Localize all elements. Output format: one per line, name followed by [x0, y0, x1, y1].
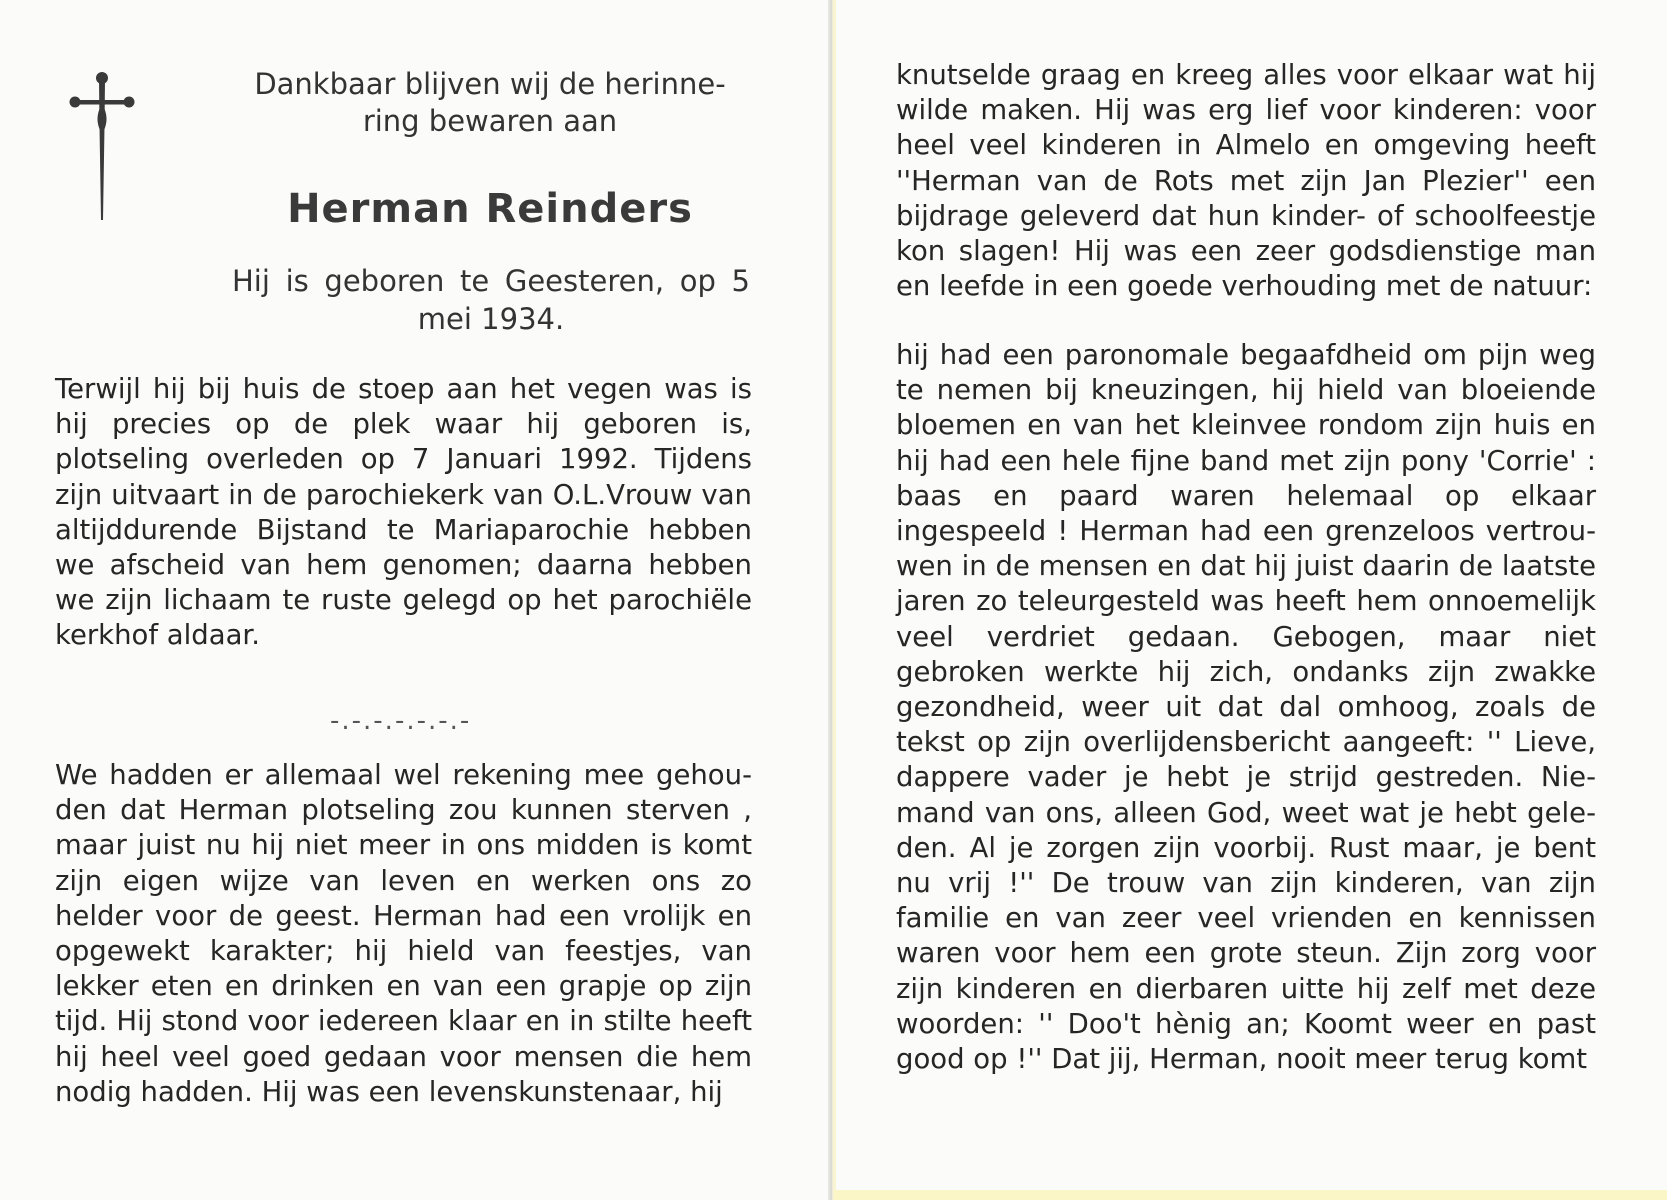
dedication-line-1: Dankbaar blijven wij de herinne- — [254, 67, 726, 101]
character-paragraph — [896, 338, 1596, 1077]
dedication — [230, 66, 750, 140]
deceased-name: Herman Reinders — [287, 186, 693, 232]
death-paragraph-text: Terwijl hij bij huis de stoep aan het vegen was is hij precies op de plek waar hij geboren is, plotseling overleden op 7 Januari 1992. Tijdens zijn uitvaart in de parochiekerk van O.L.Vrouw van altijddurende Bijstand te Mariaparochie hebben we afscheid van hem genomen; daarna hebben we zijn lichaam te ruste gelegd op het parochiële kerkhof aldaar. — [55, 373, 752, 652]
hobbies-paragraph-text: knutselde graag en kreeg alles voor elkaar wat hij wilde maken. Hij was erg lief voor kinderen: voor heel veel kinderen in Almelo en omgeving heeft ''Herman van de Rots met zijn Jan Plezier'' een bijdrage geleverd dat hun kinder- of schoolfeestje kon slagen! Hij was een zeer godsdienstige man en leefde in een goede verhouding met de natuur: — [896, 59, 1596, 303]
birth-statement — [232, 262, 750, 338]
separator: -.-.-.-.-.-.- — [330, 706, 472, 736]
card-fold — [828, 0, 836, 1200]
memories-paragraph-text: We hadden er allemaal wel rekening mee gehouden dat Herman plotseling zou kunnen sterven , maar juist nu hij niet meer in ons midden is komt zijn eigen wijze van leven en werken ons zo helder voor de geest. Herman had een vrolijk en opgewekt karakter; hij hield van feestjes, van lekker eten en drinken en van een grapje op zijn tijd. Hij stond voor iedereen klaar en in stilte heeft hij heel veel goed gedaan voor mensen die hem nodig hadden. Hij was een levenskunstenaar, hij — [55, 759, 752, 1108]
character-paragraph-text: hij had een paronomale begaafdheid om pijn weg te nemen bij kneuzingen, hij hield van bloeiende bloemen en van het kleinvee rondom zijn huis en hij had een hele fijne band met zijn pony 'Corrie' : baas en paard waren helemaal op elkaar ingespeeld ! Herman had een grenzeloos vertrouwen in de mensen en dat hij juist daarin de laatste jaren zo teleurgesteld was heeft hem onnoemelijk veel verdriet gedaan. Gebogen, maar niet gebroken werkte hij zich, ondanks zijn zwakke gezondheid, weer uit dat dal omhoog, zoals de tekst op zijn overlijdensbericht aangeeft: '' Lieve, dappere vader je hebt je strijd gestreden. Niemand van ons, alleen God, weet wat je hebt geleden. Al je zorgen zijn voorbij. Rust maar, je bent nu vrij !'' De trouw van zijn kinderen, van zijn familie en van zeer veel vrienden en kennissen waren voor hem een grote steun. Zijn zorg voor zijn kinderen en dierbaren uitte hij zelf met deze woorden: '' Doo't hènig an; Koomt weer en past good op !'' Dat jij, Herman, nooit meer terug komt — [896, 339, 1596, 1076]
card-edge — [834, 1190, 1667, 1200]
death-paragraph — [55, 372, 752, 654]
hobbies-paragraph — [896, 58, 1596, 304]
cross-icon — [66, 70, 138, 220]
birth-line-2: mei 1934. — [417, 302, 565, 336]
memories-paragraph — [55, 758, 752, 1110]
birth-line-1: Hij is geboren te Geesteren, op 5 — [232, 264, 750, 298]
dedication-line-2: ring bewaren aan — [362, 104, 618, 138]
